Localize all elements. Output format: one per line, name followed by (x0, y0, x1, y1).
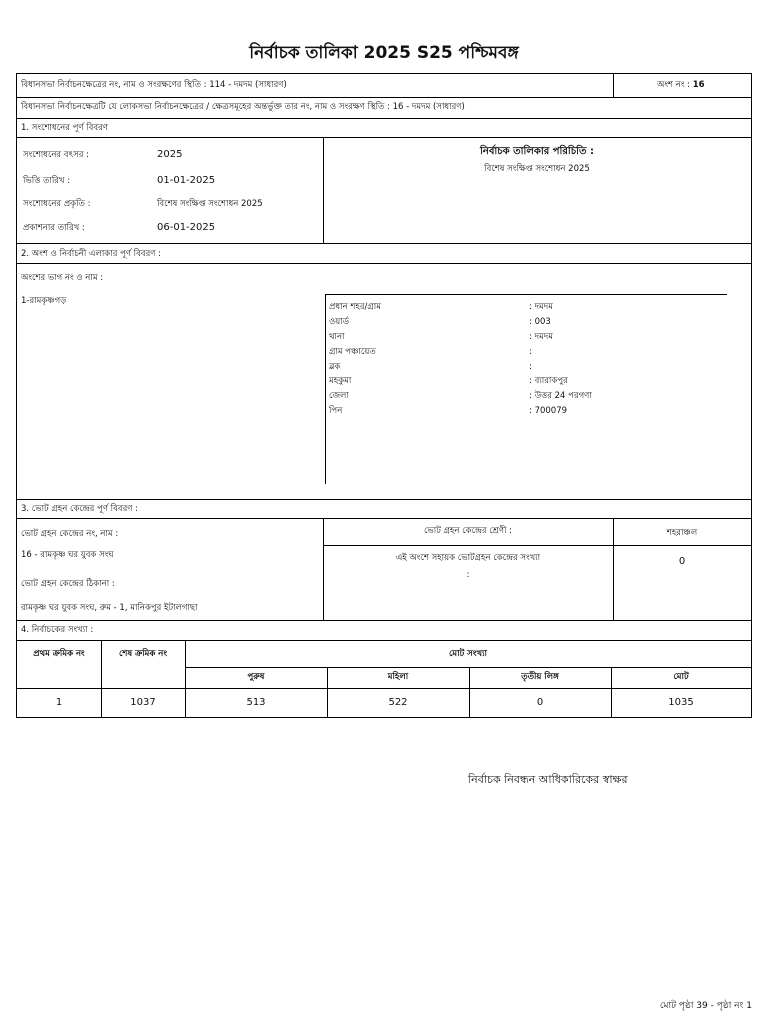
area-details-top-rule (325, 294, 727, 295)
roll-identity-label: নির্বাচক তালিকার পরিচিতি : (479, 146, 594, 157)
first-serial-header: প্রথম ক্রমিক নং (33, 649, 85, 659)
part-no-value: 16 (692, 80, 705, 90)
revision-year-value: 2025 (157, 149, 183, 160)
assembly-constituency-text: বিধানসভা নির্বাচনক্ষেত্রের নং, নাম ও সংরক্ষণের স্থিতি : 114 - দমদম (সাধারণ) (21, 80, 287, 90)
page-footer: মোট পৃষ্ঠা 39 - পৃষ্ঠা নং 1 (659, 1001, 752, 1011)
male-value: 513 (246, 697, 266, 708)
auxiliary-stations-colon: : (466, 570, 470, 580)
section4-heading: 4. নির্বাচকের সংখ্যা : (21, 625, 94, 635)
divider (17, 688, 751, 689)
polling-station-address-label: ভোট গ্রহন কেন্দ্রের ঠিকানা : (21, 579, 115, 589)
subdivision-label: মহকুমা (329, 376, 352, 386)
divider (17, 243, 751, 244)
polling-station-category-value: শহরাঞ্চল (666, 528, 698, 538)
divider (17, 263, 751, 264)
police-station-label: থানা (329, 332, 345, 342)
ward-value: : 003 (529, 317, 551, 327)
first-serial-value: 1 (55, 697, 63, 708)
male-header: পুরুষ (247, 672, 265, 682)
pin-label: পিন (329, 406, 343, 416)
part-division-value: 1-রামকৃষ্ণগড় (21, 296, 67, 306)
divider (17, 118, 751, 119)
divider (17, 620, 751, 621)
sum-header: মোট (673, 672, 689, 682)
section1-heading: 1. সংশোধনের পূর্ণ বিবরণ (21, 123, 108, 133)
area-details-left-rule (325, 294, 326, 484)
gram-panchayat-label: গ্রাম পঞ্চায়েত (329, 347, 376, 357)
polling-station-no-label: ভোট গ্রহন কেন্দ্রের নং, নাম : (21, 529, 119, 539)
parliament-constituency-text: বিধানসভা নির্বাচনক্ষেত্রটি যে লোকসভা নির্বাচনক্ষেত্রের / ক্ষেত্রসমূহের অন্তর্ভুক্ত তার নং, নাম ও সংরক্ষণ স্থিতি : 16 - দমদম (সাধারণ) (21, 102, 465, 112)
polling-station-category-label: ভোট গ্রহন কেন্দ্রের শ্রেণী : (423, 526, 513, 536)
revision-year-label: সংশোধনের বৎসর : (23, 150, 89, 160)
last-serial-value: 1037 (130, 697, 156, 708)
section3-heading: 3. ভোট গ্রহন কেন্দ্রের পূর্ণ বিবরণ : (21, 504, 138, 514)
divider (185, 667, 751, 668)
divider (17, 97, 751, 98)
block-label: ব্লক (329, 362, 341, 372)
publication-date-value: 06-01-2025 (157, 222, 216, 233)
district-value: : উত্তর 24 পরগণা (529, 391, 592, 401)
ward-label: ওয়ার্ড (329, 317, 349, 327)
divider (17, 137, 751, 138)
polling-station-no-value: 16 - রামকৃষ্ণ ঘর যুবক সংঘ (21, 550, 114, 560)
third-gender-value: 0 (536, 697, 544, 708)
auxiliary-stations-label: এই অংশে সহায়ক ভোটগ্রহন কেন্দ্রের সংখ্যা (395, 553, 541, 563)
page-title: নির্বাচক তালিকা 2025 S25 পশ্চিমবঙ্গ (249, 43, 519, 63)
polling-station-address-value: রামকৃষ্ণ ঘর যুবক সংঘ, রুম - 1, মানিকপুর ইটালগাছা (21, 603, 198, 613)
last-serial-header: শেষ ক্রমিক নং (118, 649, 168, 659)
registration-officer-signature: নির্বাচক নিবন্ধন আধিকারিকের স্বাক্ষর (468, 773, 628, 786)
divider (17, 640, 751, 641)
third-gender-header: তৃতীয় লিঙ্গ (521, 672, 559, 682)
revision-type-label: সংশোধনের প্রকৃতি : (23, 199, 91, 209)
publication-date-label: প্রকাশনার তারিখ : (23, 223, 85, 233)
pin-value: : 700079 (529, 406, 568, 416)
police-station-value: : দমদম (529, 332, 553, 342)
female-value: 522 (388, 697, 408, 708)
section2-heading: 2. অংশ ও নির্বাচনী এলাকার পূর্ণ বিবরণ : (21, 249, 161, 259)
qualifying-date-label: ভিত্তি তারিখ : (23, 176, 71, 186)
divider (17, 499, 751, 500)
gram-panchayat-value: : (529, 347, 532, 357)
main-town-value: : দমদম (529, 302, 553, 312)
qualifying-date-value: 01-01-2025 (157, 175, 216, 186)
divider (17, 518, 751, 519)
part-no-label (657, 80, 705, 91)
electoral-roll-cover-table (16, 73, 752, 718)
female-header: মহিলা (387, 672, 409, 682)
total-header: মোট সংখ্যা (448, 649, 487, 659)
sum-value: 1035 (668, 697, 694, 708)
section3-inner-divider (323, 545, 751, 546)
block-value: : (529, 362, 532, 372)
auxiliary-stations-value: 0 (678, 556, 686, 567)
revision-type-value: বিশেষ সংক্ষিপ্ত সংশোধন 2025 (157, 199, 263, 209)
part-no-label-text: অংশ নং : (657, 80, 691, 90)
part-no-divider (613, 74, 614, 97)
roll-identity-value: বিশেষ সংক্ষিপ্ত সংশোধন 2025 (484, 164, 590, 174)
district-label: জেলা (329, 391, 349, 401)
main-town-label: প্রধান শহর/গ্রাম (329, 302, 381, 312)
part-division-label: অংশের ভাগ নং ও নাম : (21, 273, 104, 283)
subdivision-value: : ব্যারাকপুর (529, 376, 568, 386)
